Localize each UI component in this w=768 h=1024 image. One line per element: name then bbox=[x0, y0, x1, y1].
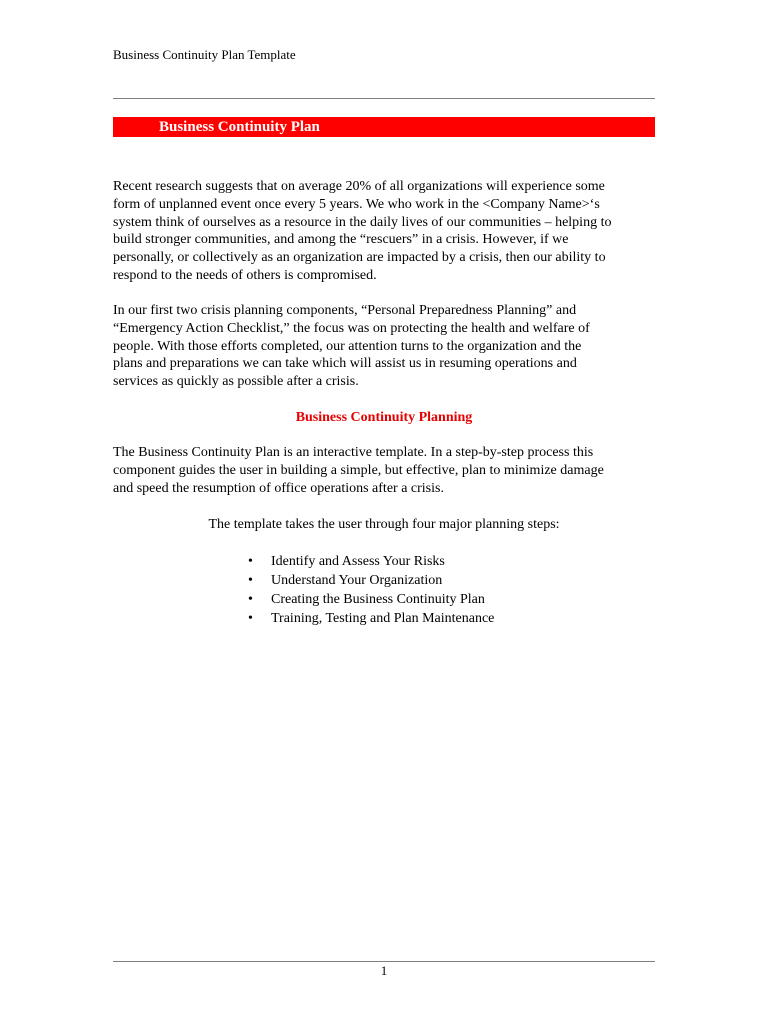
list-item bbox=[248, 571, 494, 590]
list-item bbox=[248, 609, 494, 628]
header-divider bbox=[113, 98, 655, 99]
list-item-text: Identify and Assess Your Risks bbox=[271, 554, 445, 569]
document-title: Business Continuity Plan bbox=[159, 119, 320, 135]
intro-paragraph bbox=[113, 178, 611, 285]
list-item-text: Training, Testing and Plan Maintenance bbox=[271, 611, 495, 626]
paragraph-line: “Emergency Action Checklist,” the focus was on protecting the health and welfare of bbox=[113, 320, 590, 336]
title-banner bbox=[113, 117, 655, 137]
bullet-icon: • bbox=[248, 592, 253, 607]
paragraph-line: build stronger communities, and among the “rescuers” in a crisis. However, if we bbox=[113, 232, 569, 248]
paragraph-line: and speed the resumption of office operations after a crisis. bbox=[113, 480, 444, 496]
template-description-paragraph bbox=[113, 444, 604, 497]
list-item bbox=[248, 552, 494, 571]
list-item-text: Creating the Business Continuity Plan bbox=[271, 592, 485, 607]
paragraph-line: personally, or collectively as an organization are impacted by a crisis, then our ability to bbox=[113, 250, 606, 266]
list-item-text: Understand Your Organization bbox=[271, 573, 443, 588]
paragraph-line: form of unplanned event once every 5 years. We who work in the <Company Name>‘s bbox=[113, 196, 600, 212]
paragraph-line: In our first two crisis planning components, “Personal Preparedness Planning” and bbox=[113, 303, 577, 318]
list-item bbox=[248, 590, 494, 609]
paragraph-line: Recent research suggests that on average 20% of all organizations will experience some bbox=[113, 179, 605, 194]
paragraph-line: system think of ourselves as a resource in the daily lives of our communities – helping to bbox=[113, 214, 612, 230]
bullet-icon: • bbox=[248, 573, 253, 588]
paragraph-line: component guides the user in building a simple, but effective, plan to minimize damage bbox=[113, 462, 604, 478]
planning-steps-list bbox=[248, 552, 494, 628]
bullet-icon: • bbox=[248, 554, 253, 569]
running-header: Business Continuity Plan Template bbox=[113, 47, 296, 62]
paragraph-line: The Business Continuity Plan is an interactive template. In a step-by-step process this bbox=[113, 445, 594, 460]
components-paragraph bbox=[113, 302, 590, 391]
paragraph-line: respond to the needs of others is compromised. bbox=[113, 267, 377, 283]
footer-divider bbox=[113, 961, 655, 962]
paragraph-line: people. With those efforts completed, our attention turns to the organization and the bbox=[113, 338, 582, 354]
paragraph-line: plans and preparations we can take which will assist us in resuming operations and bbox=[113, 356, 577, 372]
bullet-icon: • bbox=[248, 611, 253, 626]
section-subheading: Business Continuity Planning bbox=[295, 410, 473, 425]
paragraph-line: services as quickly as possible after a crisis. bbox=[113, 374, 359, 390]
steps-intro: The template takes the user through four major planning steps: bbox=[208, 517, 560, 532]
page-number: 1 bbox=[380, 963, 388, 978]
